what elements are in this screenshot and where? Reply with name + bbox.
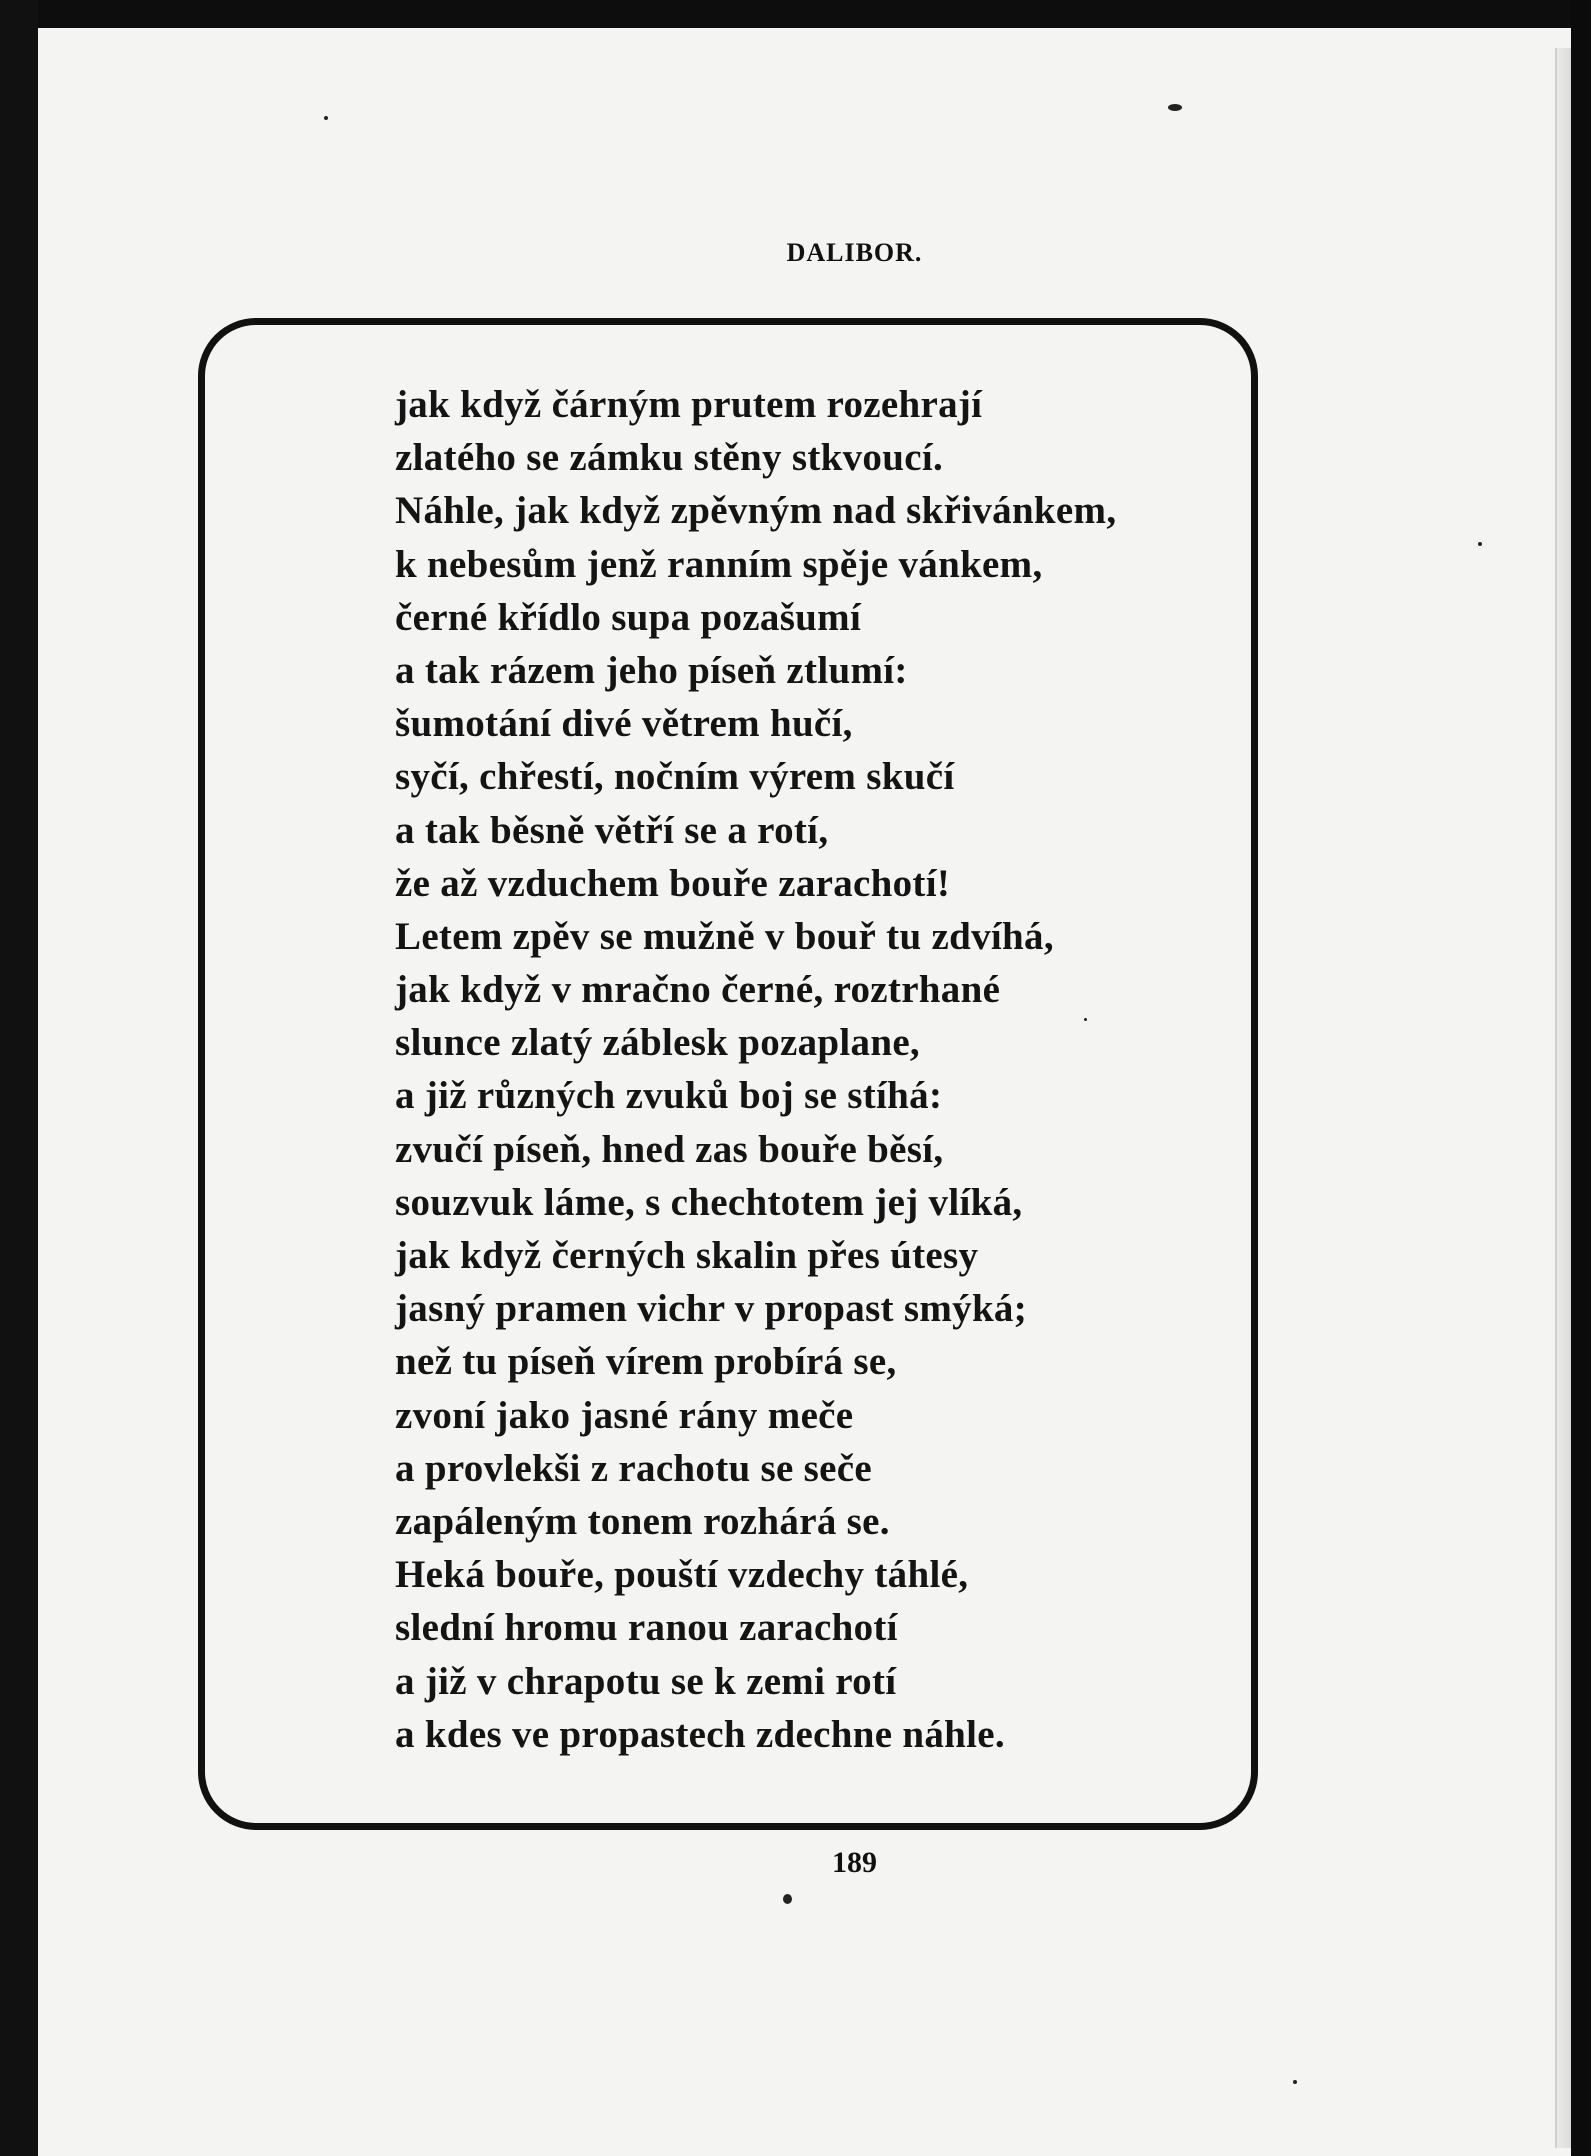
scan-speck xyxy=(324,116,328,120)
poem-line: a provlekši z rachotu se seče xyxy=(395,1446,872,1490)
poem-line: souzvuk láme, s chechtotem jej vlíká, xyxy=(395,1180,1023,1224)
poem-line: zvoní jako jasné rány meče xyxy=(395,1393,854,1437)
poem-line: jasný pramen vichr v propast smýká; xyxy=(395,1287,1028,1331)
poem-line: a již různých zvuků boj se stíhá: xyxy=(395,1074,943,1118)
poem-line: jak když černých skalin přes útesy xyxy=(395,1234,979,1277)
poem-line: Heká bouře, pouští vzdechy táhlé, xyxy=(395,1553,969,1597)
scan-speck xyxy=(1168,104,1182,111)
poem-line: Náhle, jak když zpěvným nad skřivánkem, xyxy=(395,489,1117,533)
poem-line: zapáleným tonem rozhárá se. xyxy=(395,1499,890,1543)
poem-line: šumotání divé větrem hučí, xyxy=(395,702,853,746)
poem-line: Letem zpěv se mužně v bouř tu zdvíhá, xyxy=(395,914,1054,958)
scan-speck xyxy=(783,1894,792,1904)
poem-line: že až vzduchem bouře zarachotí! xyxy=(395,861,951,905)
scan-border-top xyxy=(0,0,1591,28)
scan-speck xyxy=(1293,2080,1297,2084)
poem-line: a kdes ve propastech zdechne náhle. xyxy=(395,1712,1005,1756)
scan-border-right xyxy=(1571,0,1591,2156)
poem-line: zlatého se zámku stěny stkvoucí. xyxy=(395,436,944,480)
poem-line: jak když čárným prutem rozehrají xyxy=(395,383,983,426)
scan-border-left xyxy=(0,0,38,2156)
poem-line: zvučí píseň, hned zas bouře běsí, xyxy=(395,1127,944,1171)
page-edge xyxy=(1555,48,1571,2148)
poem-line: slunce zlatý záblesk pozaplane, xyxy=(395,1021,920,1065)
poem-line: černé křídlo supa pozašumí xyxy=(395,595,862,639)
page-number: 189 xyxy=(832,1846,877,1879)
poem-line: syčí, chřestí, nočním výrem skučí xyxy=(395,755,955,799)
poem-text xyxy=(395,378,1195,1761)
poem-line: slední hromu ranou zarachotí xyxy=(395,1606,898,1650)
poem-line: k nebesům jenž ranním spěje vánkem, xyxy=(395,542,1043,586)
poem-line: než tu píseň vírem probírá se, xyxy=(395,1340,897,1384)
running-head: DALIBOR. xyxy=(786,238,923,267)
poem-line: a tak běsně větří se a rotí, xyxy=(395,808,829,852)
scan-speck xyxy=(1478,542,1482,546)
book-page xyxy=(38,28,1571,2156)
scan-speck xyxy=(1084,1018,1087,1021)
poem-line: jak když v mračno černé, roztrhané xyxy=(395,968,1001,1012)
poem-line: a již v chrapotu se k zemi rotí xyxy=(395,1659,897,1703)
poem-line: a tak rázem jeho píseň ztlumí: xyxy=(395,648,908,692)
